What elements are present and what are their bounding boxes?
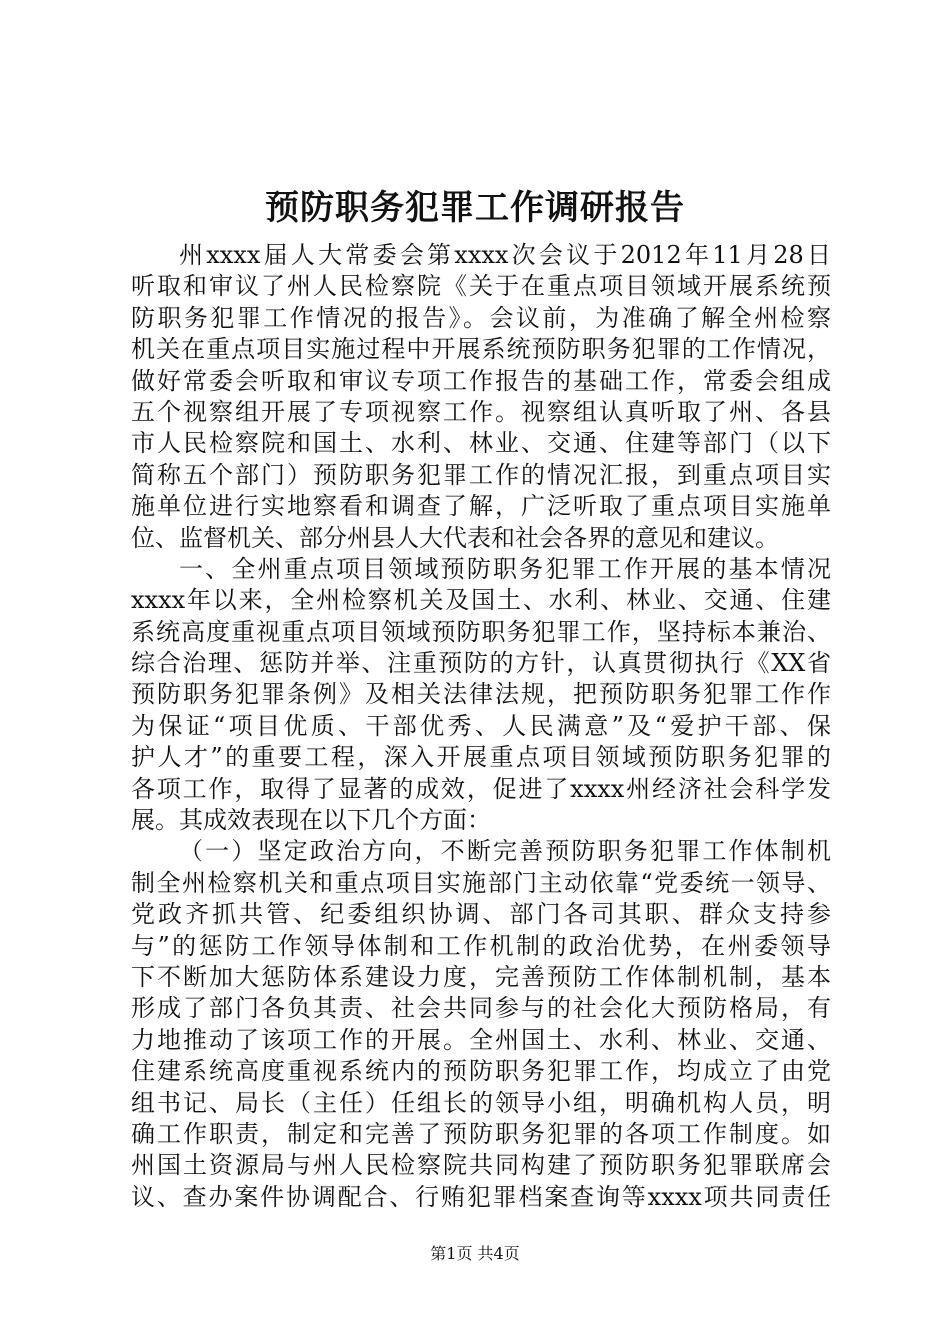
text-line: 预防职务犯罪条例》及相关法律法规，把预防职务犯罪工作作	[131, 680, 831, 709]
text-line: 展。其成效表现在以下几个方面：	[131, 806, 491, 835]
text-line: 形成了部门各负其责、社会共同参与的社会化大预防格局，有	[131, 994, 831, 1023]
text-line: 确工作职责，制定和完善了预防职务犯罪的各项工作制度。如	[131, 1119, 831, 1148]
text-line: 市人民检察院和国土、水利、林业、交通、住建等部门（以下	[131, 429, 831, 458]
text-line: 护人才”的重要工程，深入开展重点项目领域预防职务犯罪的	[131, 743, 831, 772]
text-line: 机关在重点项目实施过程中开展系统预防职务犯罪的工作情况，	[131, 335, 831, 364]
text-line: 州国土资源局与州人民检察院共同构建了预防职务犯罪联席会	[131, 1151, 831, 1180]
text-line: 防职务犯罪工作情况的报告》。会议前，为准确了解全州检察	[131, 303, 831, 332]
document-title: 预防职务犯罪工作调研报告	[265, 188, 685, 228]
text-line: 做好常委会听取和审议专项工作报告的基础工作，常委会组成	[131, 366, 831, 395]
text-line: 系统高度重视重点项目领域预防职务犯罪工作，坚持标本兼治、	[131, 617, 831, 646]
text-line: 施单位进行实地察看和调查了解，广泛听取了重点项目实施单	[131, 492, 831, 521]
text-line: 力地推动了该项工作的开展。全州国土、水利、林业、交通、	[131, 1025, 831, 1054]
page-footer: 第1页 共4页	[430, 1244, 520, 1263]
text-line: 下不断加大惩防体系建设力度，完善预防工作体制机制，基本	[131, 962, 831, 991]
text-line: 五个视察组开展了专项视察工作。视察组认真听取了州、各县	[131, 397, 831, 426]
text-line: 为保证“项目优质、干部优秀、人民满意”及“爱护干部、保	[131, 711, 831, 740]
text-line: 住建系统高度重视系统内的预防职务犯罪工作，均成立了由党	[131, 1057, 831, 1086]
text-line: 一、全州重点项目领域预防职务犯罪工作开展的基本情况	[179, 554, 831, 583]
text-line: 简称五个部门）预防职务犯罪工作的情况汇报，到重点项目实	[131, 460, 831, 489]
text-line: 党政齐抓共管、纪委组织协调、部门各司其职、群众支持参	[131, 900, 831, 929]
text-line: 听取和审议了州人民检察院《关于在重点项目领域开展系统预	[131, 272, 831, 301]
text-line: 制全州检察机关和重点项目实施部门主动依靠“党委统一领导、	[131, 868, 831, 897]
text-line: 州xxxx届人大常委会第xxxx次会议于2012年11月28日	[179, 241, 831, 269]
document-body	[131, 240, 831, 1213]
text-line: 议、查办案件协调配合、行贿犯罪档案查询等xxxx项共同责任	[131, 1182, 831, 1211]
text-line: 综合治理、惩防并举、注重预防的方针，认真贯彻执行《XX省	[131, 649, 831, 678]
text-line: 与”的惩防工作领导体制和工作机制的政治优势，在州委领导	[131, 931, 831, 960]
text-line: 组书记、局长（主任）任组长的领导小组，明确机构人员，明	[131, 1088, 831, 1117]
text-line: 各项工作，取得了显著的成效，促进了xxxx州经济社会科学发	[131, 774, 831, 803]
text-line: 位、监督机关、部分州县人大代表和社会各界的意见和建议。	[131, 523, 779, 552]
text-line: （一）坚定政治方向，不断完善预防职务犯罪工作体制机	[179, 837, 831, 866]
text-line: xxxx年以来，全州检察机关及国土、水利、林业、交通、住建	[131, 586, 831, 615]
